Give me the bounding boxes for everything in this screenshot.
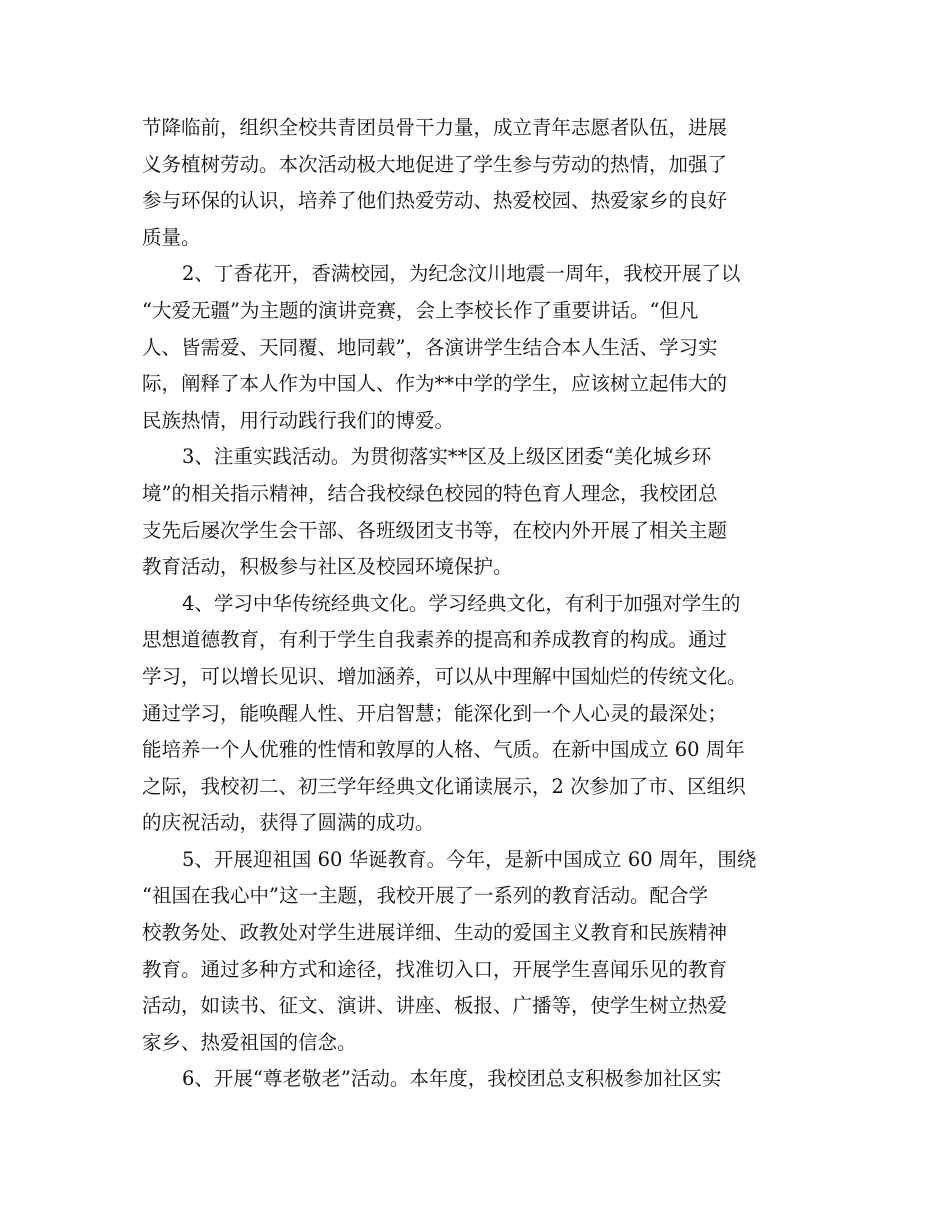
text-line: 的庆祝活动，获得了圆满的成功。	[142, 811, 435, 835]
text-line: 教育。通过多种方式和途径，找准切入口，开展学生喜闻乐见的教育	[142, 957, 728, 981]
paragraph-3-first-line: 3、注重实践活动。为贯彻落实**区及上级区团委“美化城乡环	[182, 445, 712, 469]
text-line: 参与环保的认识，培养了他们热爱劳动、热爱校园、热爱家乡的良好	[142, 189, 728, 213]
text-line: 民族热情，用行动践行我们的博爱。	[142, 408, 455, 432]
document-body	[142, 110, 812, 1098]
text-line: 活动，如读书、征文、演讲、讲座、板报、广播等，使学生树立热爱	[142, 994, 728, 1018]
text-line: 际，阐释了本人作为中国人、作为**中学的学生，应该树立起伟大的	[142, 372, 728, 396]
text-line: 家乡、热爱祖国的信念。	[142, 1030, 357, 1054]
text-line: 教育活动，积极参与社区及校园环境保护。	[142, 555, 513, 579]
paragraph-5-first-line: 5、开展迎祖国 60 华诞教育。今年，是新中国成立 60 周年，围绕	[182, 847, 757, 871]
text-line: 境”的相关指示精神，结合我校绿色校园的特色育人理念，我校团总	[142, 481, 718, 505]
paragraph-6-first-line: 6、开展“尊老敬老”活动。本年度，我校团总支积极参加社区实	[182, 1067, 722, 1091]
text-line: 节降临前，组织全校共青团员骨干力量，成立青年志愿者队伍，进展	[142, 116, 728, 139]
text-line: 思想道德教育，有利于学生自我素养的提高和养成教育的构成。通过	[142, 628, 728, 652]
paragraph-4-first-line: 4、学习中华传统经典文化。学习经典文化，有利于加强对学生的	[182, 591, 741, 615]
text-line: 能培养一个人优雅的性情和敦厚的人格、气质。在新中国成立 60 周年	[142, 738, 745, 762]
text-line: 人、皆需爱、天同覆、地同载”，各演讲学生结合本人生活、学习实	[142, 335, 718, 359]
text-line: 之际，我校初二、初三学年经典文化诵读展示，2 次参加了市、区组织	[142, 774, 746, 798]
paragraph-2-first-line: 2、丁香花开，香满校园，为纪念汶川地震一周年，我校开展了以	[182, 262, 741, 286]
text-line: 校教务处、政教处对学生进展详细、生动的爱国主义教育和民族精神	[142, 921, 728, 945]
text-line: 通过学习，能唤醒人性、开启智慧；能深化到一个人心灵的最深处；	[142, 701, 728, 725]
text-line: 义务植树劳动。本次活动极大地促进了学生参与劳动的热情，加强了	[142, 152, 728, 176]
text-line: “大爱无疆”为主题的演讲竞赛，会上李校长作了重要讲话。“但凡	[142, 298, 699, 322]
text-line: 学习，可以增长见识、增加涵养，可以从中理解中国灿烂的传统文化。	[142, 664, 747, 688]
text-line: 支先后屡次学生会干部、各班级团支书等，在校内外开展了相关主题	[142, 518, 728, 542]
text-line: “祖国在我心中”这一主题，我校开展了一系列的教育活动。配合学	[142, 884, 708, 908]
text-line: 质量。	[142, 225, 201, 249]
